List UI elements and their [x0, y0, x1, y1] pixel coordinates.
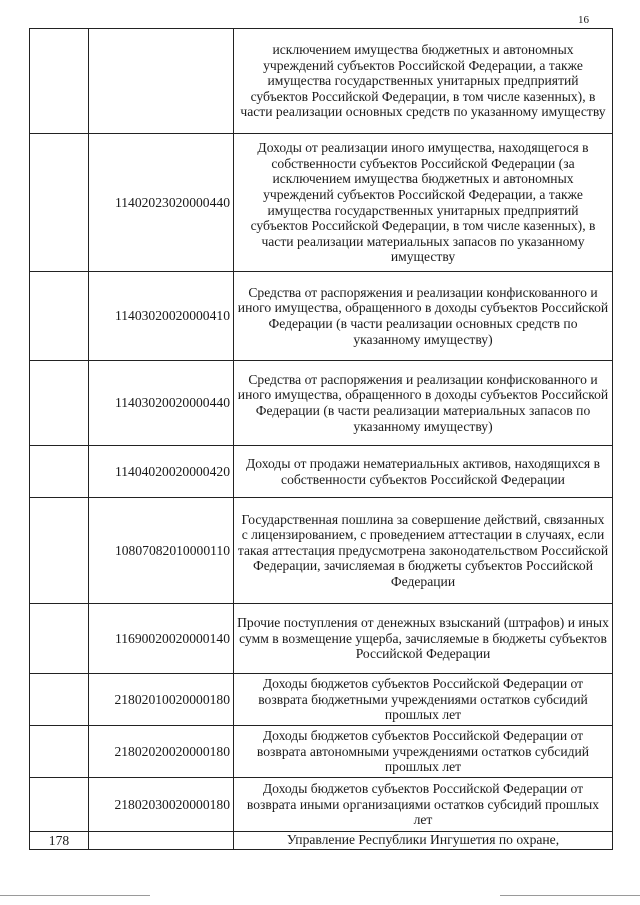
revenue-description-cell: Доходы бюджетов субъектов Российской Федерации от возврата бюджетными учреждениями остатков субсидий прошлых лет	[234, 674, 613, 726]
revenue-description-cell: Доходы бюджетов субъектов Российской Федерации от возврата автономными учреждениями остатков субсидий прошлых лет	[234, 726, 613, 778]
row-number-cell	[30, 726, 89, 778]
revenue-code-cell: 11404020020000420	[89, 446, 234, 498]
table-row	[30, 361, 613, 446]
revenue-description-cell: Государственная пошлина за совершение действий, связанных с лицензированием, с проведением аттестации в случаях, если такая аттестация предусмотрена законодательством Российской Федерации, зачисляемая в бюджеты субъектов Российской Федерации	[234, 498, 613, 604]
table-row	[30, 29, 613, 134]
revenue-description-cell: Средства от распоряжения и реализации конфискованного и иного имущества, обращенного в доходы субъектов Российской Федерации (в части реализации основных средств по указанному имуществу)	[234, 272, 613, 361]
footer-divider-left	[0, 895, 150, 896]
row-number-cell	[30, 498, 89, 604]
revenue-code-cell	[89, 832, 234, 850]
footer-divider-right	[500, 895, 640, 896]
row-number-cell	[30, 778, 89, 832]
revenue-code-cell: 11690020020000140	[89, 604, 234, 674]
page-number: 16	[578, 14, 589, 26]
row-number-cell	[30, 446, 89, 498]
row-number-cell	[30, 361, 89, 446]
table-row	[30, 498, 613, 604]
table-row	[30, 604, 613, 674]
table-row	[30, 134, 613, 272]
revenue-description-cell: Доходы бюджетов субъектов Российской Федерации от возврата иными организациями остатков субсидий прошлых лет	[234, 778, 613, 832]
revenue-code-cell: 11403020020000440	[89, 361, 234, 446]
revenue-description-cell: Доходы от реализации иного имущества, находящегося в собственности субъектов Российской Федерации (за исключением имущества бюджетных и автономных учреждений субъектов Российской Федерации, а также имущества государственных унитарных предприятий субъектов Российской Федерации, в том числе казенных), в части реализации материальных запасов по указанному имуществу	[234, 134, 613, 272]
revenue-code-cell: 21802010020000180	[89, 674, 234, 726]
row-number-cell	[30, 29, 89, 134]
revenue-description-cell: Управление Республики Ингушетия по охране,	[234, 832, 613, 850]
revenue-code-cell: 21802020020000180	[89, 726, 234, 778]
revenue-code-cell: 21802030020000180	[89, 778, 234, 832]
row-number-cell: 178	[30, 832, 89, 850]
revenue-code-cell	[89, 29, 234, 134]
row-number-cell	[30, 604, 89, 674]
table-row	[30, 778, 613, 832]
table-row	[30, 446, 613, 498]
revenue-description-cell: Доходы от продажи нематериальных активов, находящихся в собственности субъектов Российской Федерации	[234, 446, 613, 498]
revenue-description-cell: Средства от распоряжения и реализации конфискованного и иного имущества, обращенного в доходы субъектов Российской Федерации (в части реализации материальных запасов по указанному имуществу)	[234, 361, 613, 446]
revenue-code-cell: 11403020020000410	[89, 272, 234, 361]
table-row	[30, 726, 613, 778]
revenue-code-cell: 10807082010000110	[89, 498, 234, 604]
revenue-codes-table	[29, 28, 613, 850]
table-row	[30, 272, 613, 361]
row-number-cell	[30, 134, 89, 272]
row-number-cell	[30, 272, 89, 361]
revenue-description-cell: Прочие поступления от денежных взысканий (штрафов) и иных сумм в возмещение ущерба, зачисляемые в бюджеты субъектов Российской Федерации	[234, 604, 613, 674]
revenue-code-cell: 11402023020000440	[89, 134, 234, 272]
table-row	[30, 832, 613, 850]
row-number-cell	[30, 674, 89, 726]
table-row	[30, 674, 613, 726]
revenue-description-cell: исключением имущества бюджетных и автономных учреждений субъектов Российской Федерации, а также имущества государственных унитарных предприятий субъектов Российской Федерации, в том числе казенных), в части реализации основных средств по указанному имуществу	[234, 29, 613, 134]
